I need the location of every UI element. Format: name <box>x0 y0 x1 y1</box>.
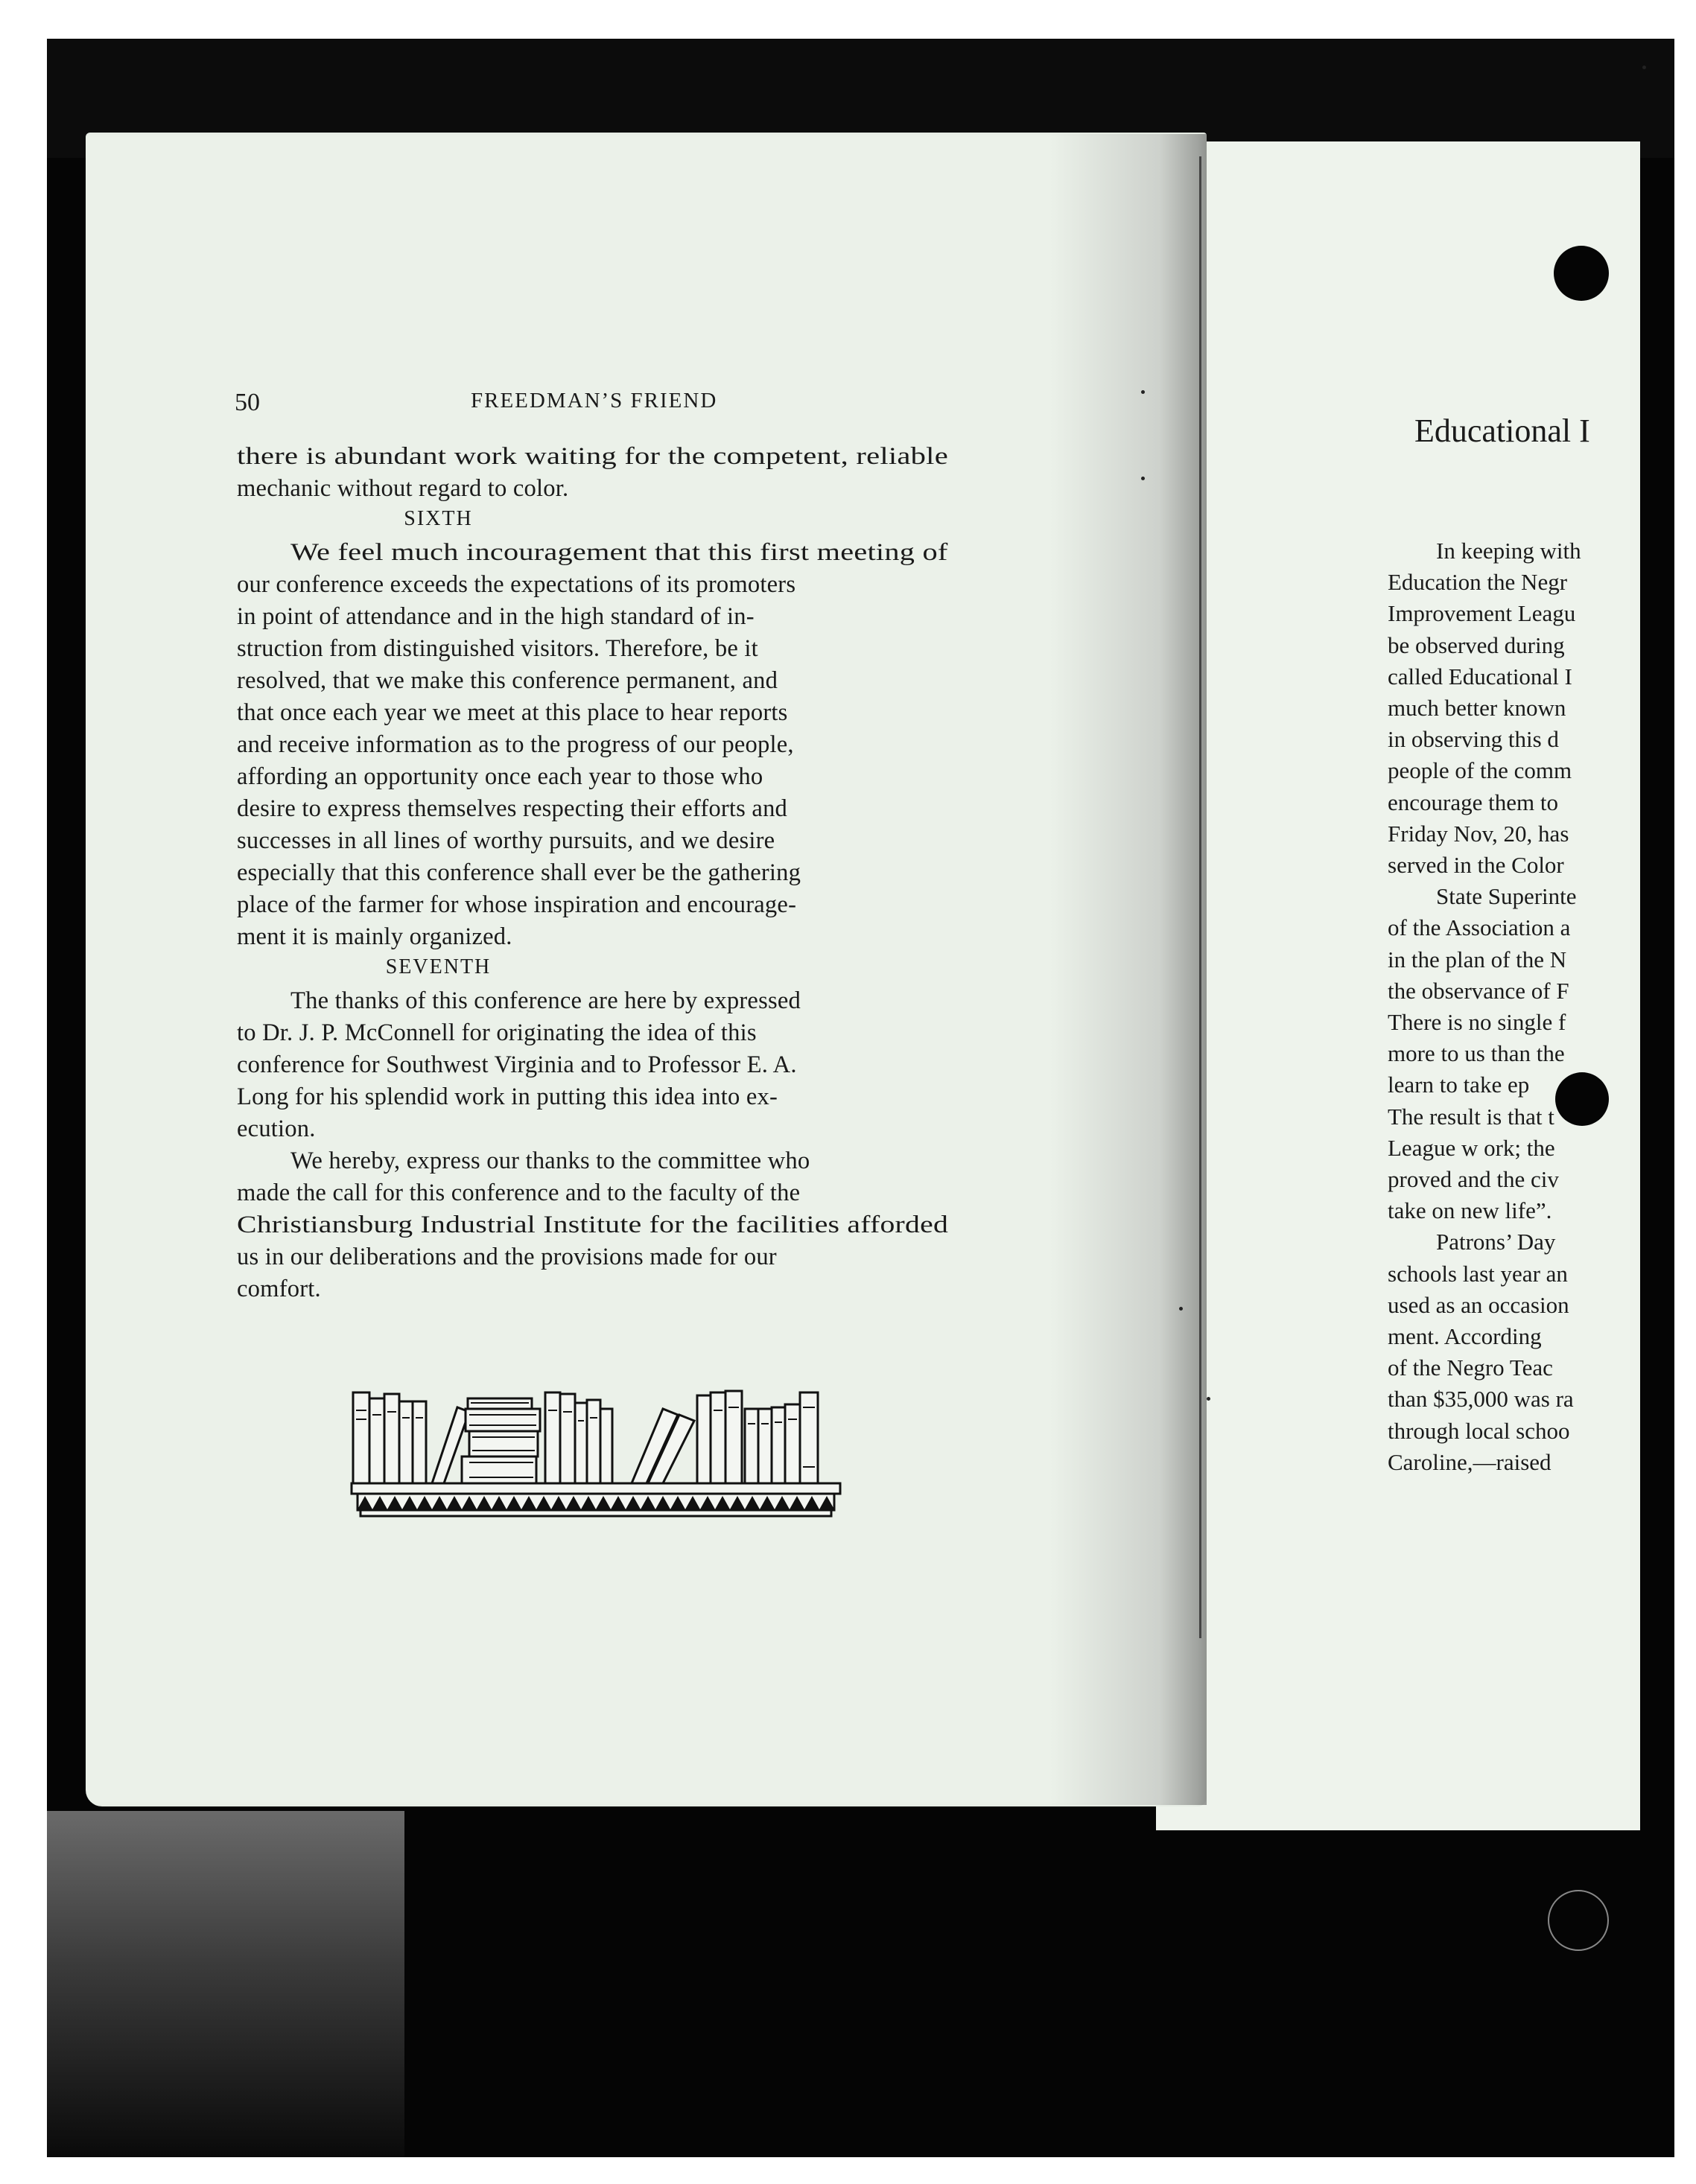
right-body-text-line: in the plan of the N <box>1388 946 1567 972</box>
right-body-text-line: people of the comm <box>1388 757 1572 784</box>
body-text-line: that once each year we meet at this place to hear reports <box>237 699 788 726</box>
right-body-text-line: of the Association a <box>1388 914 1571 941</box>
body-text-line: affording an opportunity once each year to those who <box>237 763 763 790</box>
right-body-text-line: much better known <box>1388 695 1566 721</box>
body-text-line: made the call for this conference and to the faculty of the <box>237 1179 801 1206</box>
body-text-line: Christiansburg Industrial Institute for the facilities afforded <box>237 1212 949 1238</box>
right-body-text-line: through local schoo <box>1388 1417 1570 1444</box>
right-body-text-line: take on new life”. <box>1388 1197 1552 1224</box>
right-body-text-line: ment. According <box>1388 1323 1542 1349</box>
body-text-line: mechanic without regard to color. <box>237 475 569 502</box>
right-body-text-line: Patrons’ Day <box>1436 1229 1556 1255</box>
scan-speck <box>1141 477 1145 480</box>
body-text-line: desire to express themselves respecting their efforts and <box>237 795 788 822</box>
body-text-line: Long for his splendid work in putting this idea into ex- <box>237 1083 778 1110</box>
right-body-text-line: of the Negro Teac <box>1388 1354 1553 1381</box>
scan-shadow <box>47 1811 404 2157</box>
right-body-text-line: Education the Negr <box>1388 569 1568 596</box>
page-number: 50 <box>235 389 260 416</box>
right-body-text-line: The result is that t <box>1388 1103 1554 1130</box>
right-body-text-line: than $35,000 was ra <box>1388 1386 1574 1413</box>
body-text-line: The thanks of this conference are here by expressed <box>290 987 801 1014</box>
right-body-text-line: State Superinte <box>1436 883 1577 910</box>
bookshelf-icon <box>350 1385 857 1523</box>
body-text-line: there is abundant work waiting for the competent, reliable <box>237 443 948 470</box>
right-body-text-line: proved and the civ <box>1388 1166 1559 1192</box>
body-text-line: to Dr. J. P. McConnell for originating the idea of this <box>237 1019 757 1046</box>
body-text-line: especially that this conference shall ever be the gathering <box>237 859 801 886</box>
body-text-line: We feel much incouragement that this first meeting of <box>290 539 948 566</box>
punch-hole-icon <box>1554 246 1609 301</box>
right-body-text-line: more to us than the <box>1388 1040 1565 1067</box>
right-body-text-line: Friday Nov, 20, has <box>1388 820 1569 847</box>
right-body-text-line: encourage them to <box>1388 789 1558 815</box>
right-body-text-line: League w ork; the <box>1388 1134 1555 1161</box>
scan-speck <box>1207 1397 1210 1401</box>
body-text-line: and receive information as to the progress of our people, <box>237 731 794 758</box>
body-text-line: We hereby, express our thanks to the committee who <box>290 1147 810 1174</box>
right-page-title: Educational I <box>1414 413 1590 449</box>
right-body-text-line: learn to take ep <box>1388 1072 1530 1098</box>
body-text-line: ment it is mainly organized. <box>237 923 512 950</box>
right-body-text-line: There is no single f <box>1388 1009 1566 1035</box>
body-text-line: us in our deliberations and the provisions made for our <box>237 1244 777 1270</box>
scan-speck <box>1141 390 1145 394</box>
gutter-line <box>1199 156 1201 1638</box>
body-text-line: comfort. <box>237 1276 321 1302</box>
body-text-line: conference for Southwest Virginia and to Professor E. A. <box>237 1051 797 1078</box>
right-body-text-line: called Educational I <box>1388 663 1572 690</box>
body-text-line: resolved, that we make this conference permanent, and <box>237 667 778 694</box>
running-head: FREEDMAN’S FRIEND <box>471 389 718 413</box>
right-body-text-line: the observance of F <box>1388 977 1569 1004</box>
body-text-line: our conference exceeds the expectations of its promoters <box>237 571 796 598</box>
right-body-text-line: schools last year an <box>1388 1260 1568 1287</box>
right-body-text-line: in observing this d <box>1388 726 1559 753</box>
scan-speck <box>1642 66 1646 69</box>
right-body-text-line: served in the Color <box>1388 852 1564 878</box>
punch-hole-icon <box>1555 1072 1609 1126</box>
right-body-text-line: used as an occasion <box>1388 1291 1569 1318</box>
body-text-line: in point of attendance and in the high standard of in- <box>237 603 755 630</box>
body-text-line: place of the farmer for whose inspiration and encourage- <box>237 891 797 918</box>
right-body-text-line: In keeping with <box>1436 538 1581 564</box>
section-heading: SIXTH <box>404 507 473 530</box>
section-heading: SEVENTH <box>385 955 492 978</box>
right-body-text-line: Improvement Leagu <box>1388 600 1576 627</box>
body-text-line: struction from distinguished visitors. Therefore, be it <box>237 635 758 662</box>
body-text-line: ecution. <box>237 1115 316 1142</box>
right-body-text-line: Caroline,—raised <box>1388 1448 1552 1475</box>
right-body-text-line: be observed during <box>1388 631 1565 658</box>
scan-speck <box>1179 1307 1183 1311</box>
punch-hole-outline-icon <box>1548 1890 1609 1951</box>
body-text-line: successes in all lines of worthy pursuits, and we desire <box>237 827 775 854</box>
